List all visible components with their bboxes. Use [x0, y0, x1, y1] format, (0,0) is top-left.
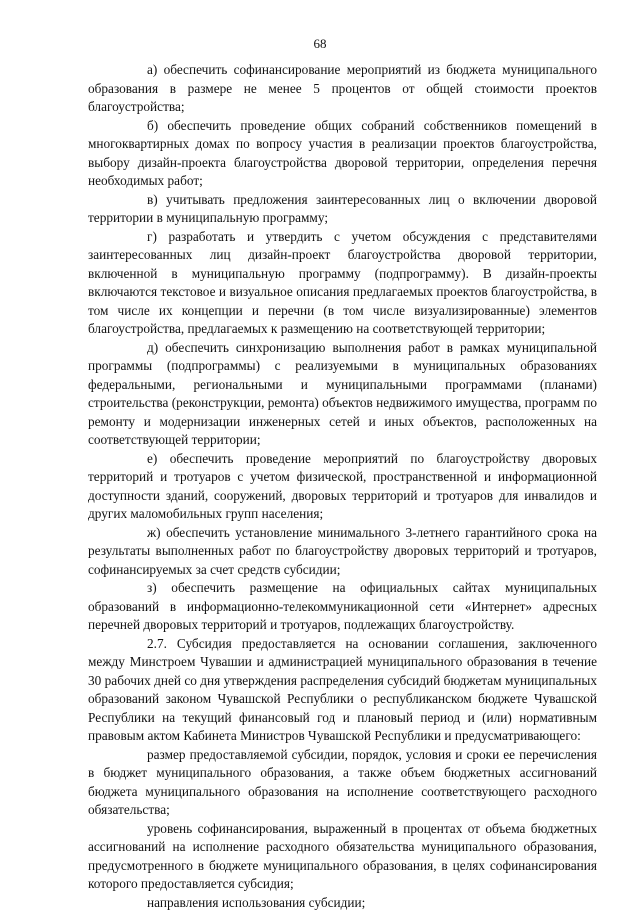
- paragraph-2-7: 2.7. Субсидия предоставляется на основании соглашения, заключенного между Минстроем Чувашии и администрацией муниципального образования в течение 30 рабочих дней со дня утверждения распределения субсидий бюджетам муниципальных образований законом Чувашской Республики о республиканском бюджете Чувашской Республики на текущий финансовый год и плановый период и (или) нормативным правовым актом Кабинета Министров Чувашской Республики и предусматривающего:: [88, 635, 597, 746]
- paragraph-g: г) разработать и утвердить с учетом обсуждения с представителями заинтересованных лиц дизайн-проект благоустройства дворовой территории, включенной в муниципальную программу (подпрограмму). В дизайн-проекты включаются текстовое и визуальное описания предлагаемых проектов благоустройства, в том числе их концепции и перечни (в том числе визуализированные) элементов благоустройства, предлагаемых к размещению на соответствующей территории;: [88, 228, 597, 339]
- paragraph-usage-directions: направления использования субсидии;: [88, 894, 597, 912]
- paragraph-zh: ж) обеспечить установление минимального 3-летнего гарантийного срока на результаты выполненных работ по благоустройству дворовых территорий и тротуаров, софинансируемых за счет средств субсидии;: [88, 524, 597, 580]
- paragraph-v: в) учитывать предложения заинтересованных лиц о включении дворовой территории в муниципальную программу;: [88, 191, 597, 228]
- paragraph-z: з) обеспечить размещение на официальных сайтах муниципальных образований в информационно-телекоммуникационной сети «Интернет» адресных перечней дворовых территорий и тротуаров, подлежащих благоустройству.: [88, 579, 597, 635]
- paragraph-subsidy-size: размер предоставляемой субсидии, порядок, условия и сроки ее перечисления в бюджет муниципального образования, а также объем бюджетных ассигнований бюджета муниципального образования на исполнение соответствующего расходного обязательства;: [88, 746, 597, 820]
- paragraph-cofinancing-level: уровень софинансирования, выраженный в процентах от объема бюджетных ассигнований на исполнение расходного обязательства муниципального образования, предусмотренного в бюджете муниципального образования, в целях софинансирования которого предоставляется субсидия;: [88, 820, 597, 894]
- paragraph-b: б) обеспечить проведение общих собраний собственников помещений в многоквартирных домах по вопросу участия в реализации проектов благоустройства, выбору дизайн-проекта благоустройства дворовой территории, определения перечня необходимых работ;: [88, 117, 597, 191]
- document-body: [88, 61, 597, 912]
- page-number: 68: [0, 36, 640, 52]
- paragraph-a: а) обеспечить софинансирование мероприятий из бюджета муниципального образования в размере не менее 5 процентов от общей стоимости проектов благоустройства;: [88, 61, 597, 117]
- paragraph-e: е) обеспечить проведение мероприятий по благоустройству дворовых территорий и тротуаров с учетом физической, пространственной и информационной доступности зданий, сооружений, дворовых территорий и тротуаров для инвалидов и других маломобильных групп населения;: [88, 450, 597, 524]
- paragraph-d: д) обеспечить синхронизацию выполнения работ в рамках муниципальной программы (подпрограммы) с реализуемыми в муниципальных образованиях федеральными, региональными и муниципальными программами (планами) строительства (реконструкции, ремонта) объектов недвижимого имущества, программ по ремонту и модернизации инженерных сетей и иных объектов, расположенных на соответствующей территории;: [88, 339, 597, 450]
